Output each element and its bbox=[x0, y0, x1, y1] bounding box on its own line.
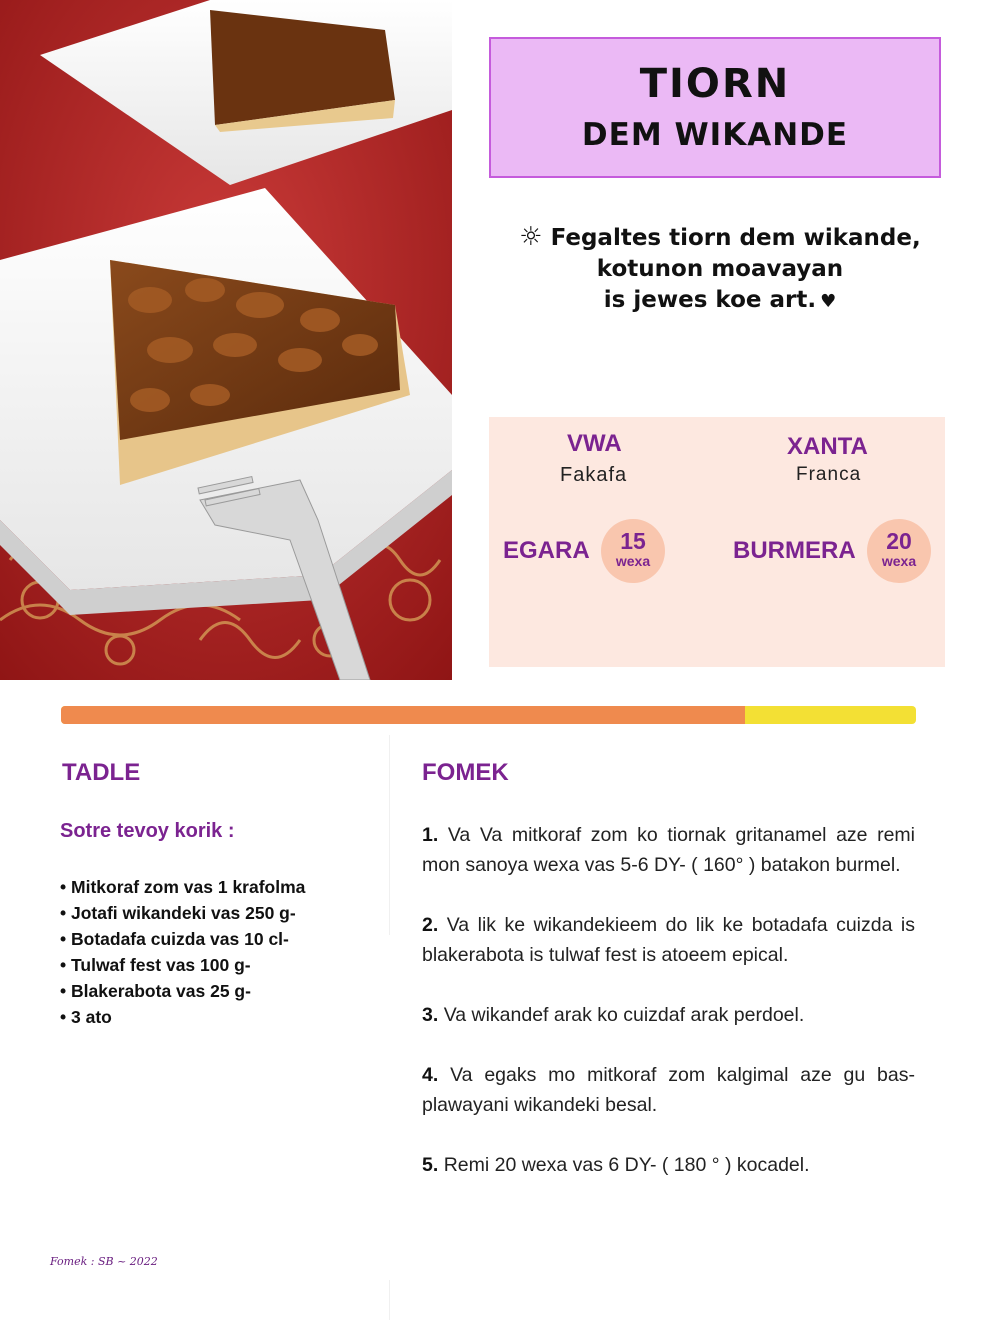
step-text: Va Va mitkoraf zom ko tiornak gritanamel aze remi mon sanoya wexa vas 5-6 DY- ( 160° ) batakon burmel. bbox=[422, 824, 916, 876]
burmera-unit: wexa bbox=[881, 553, 917, 569]
burmera-label: BURMERA bbox=[733, 537, 856, 564]
vwa-label: VWA bbox=[567, 430, 622, 457]
heart-icon: ♥ bbox=[820, 291, 837, 312]
step-text: Va wikandef arak ko cuizdaf arak perdoel. bbox=[443, 1004, 805, 1026]
intro-text bbox=[500, 222, 940, 317]
pecan-pie-illustration bbox=[0, 0, 452, 680]
step-number: 5. bbox=[422, 1154, 439, 1176]
title-line-2: DEM WIKANDE bbox=[581, 117, 849, 153]
egara-minutes: 15 bbox=[620, 528, 646, 554]
burmera-time-badge bbox=[867, 519, 931, 583]
step-text: Va egaks mo mitkoraf zom kalgimal aze gu bas-plawayani wikandeki besal. bbox=[422, 1064, 915, 1116]
progress-bar-fill bbox=[61, 706, 745, 724]
ingredients-list bbox=[60, 874, 305, 1030]
step-number: 1. bbox=[422, 824, 439, 846]
column-divider-bottom bbox=[389, 1280, 390, 1320]
footer-credit: Fomek : SB ~ 2022 bbox=[50, 1255, 158, 1268]
pie-photo bbox=[0, 0, 452, 680]
info-box bbox=[489, 417, 945, 667]
list-item: • Jotafi wikandeki vas 250 g- bbox=[60, 900, 305, 926]
egara-time-badge bbox=[601, 519, 665, 583]
method-step bbox=[422, 1150, 915, 1180]
egara-unit: wexa bbox=[615, 553, 651, 569]
egara-label: EGARA bbox=[503, 537, 590, 564]
list-item: • Mitkoraf zom vas 1 krafolma bbox=[60, 874, 305, 900]
step-text: Va lik ke wikandekieem do lik ke botadafa cuizda is blakerabota is tulwaf fest is atoeem epical. bbox=[422, 914, 916, 966]
list-item: • Blakerabota vas 25 g- bbox=[60, 978, 305, 1004]
xanta-value: Franca bbox=[796, 464, 862, 485]
vwa-value: Fakafa bbox=[560, 464, 628, 486]
progress-bar bbox=[61, 706, 916, 724]
method-step bbox=[422, 820, 915, 880]
step-number: 4. bbox=[422, 1064, 439, 1086]
list-item: • 3 ato bbox=[60, 1004, 305, 1030]
list-item: • Tulwaf fest vas 100 g- bbox=[60, 952, 305, 978]
list-item: • Botadafa cuizda vas 10 cl- bbox=[60, 926, 305, 952]
title-line-1: TIORN bbox=[639, 61, 791, 107]
step-number: 2. bbox=[422, 914, 439, 936]
ingredients-heading: TADLE bbox=[62, 759, 141, 786]
method-step bbox=[422, 1000, 915, 1030]
intro-line-3: is jewes koe art. bbox=[603, 287, 817, 313]
sun-icon: ☼ bbox=[519, 222, 543, 252]
method-step bbox=[422, 910, 915, 970]
intro-line-2: kotunon moavayan bbox=[596, 256, 844, 282]
intro-line-1: Fegaltes tiorn dem wikande, bbox=[550, 225, 921, 251]
method-steps bbox=[422, 820, 915, 1210]
step-text: Remi 20 wexa vas 6 DY- ( 180 ° ) kocadel. bbox=[443, 1154, 810, 1176]
ingredients-subheading: Sotre tevoy korik : bbox=[60, 820, 235, 842]
burmera-minutes: 20 bbox=[886, 528, 912, 554]
step-number: 3. bbox=[422, 1004, 439, 1026]
xanta-label: XANTA bbox=[787, 433, 868, 460]
title-box bbox=[489, 37, 941, 178]
method-heading: FOMEK bbox=[422, 759, 509, 786]
column-divider bbox=[389, 735, 390, 935]
method-step bbox=[422, 1060, 915, 1120]
